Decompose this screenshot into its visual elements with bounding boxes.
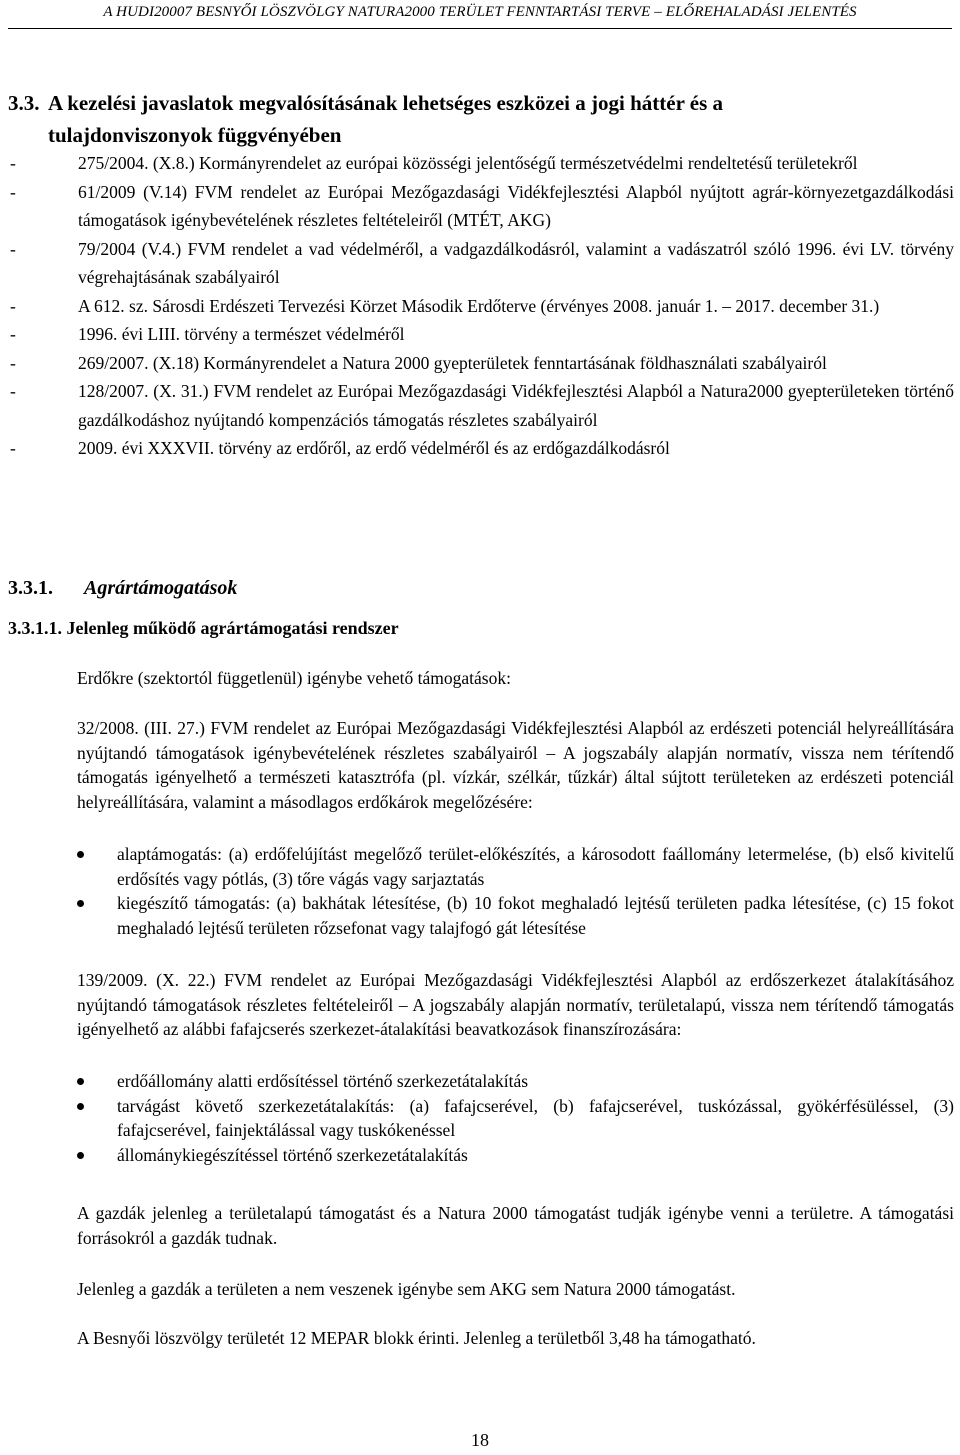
section-title-line1: A kezelési javaslatok megvalósításának lehetséges eszközei a jogi háttér és a (48, 91, 724, 115)
list-item: - 1996. évi LIII. törvény a természet védelméről (8, 320, 954, 349)
dash-marker: - (10, 324, 16, 344)
section-number: 3.3. (8, 91, 40, 115)
bullet-icon (77, 1078, 84, 1085)
list-item: kiegészítő támogatás: (a) bakhátak létesítése, (b) 10 fokot meghaladó lejtésű területen padka létesítése, (c) 15 fokot meghaladó lejtésű területen rőzsefonat vagy talajfogó gát létesítése (77, 891, 954, 940)
list-item: - 2009. évi XXXVII. törvény az erdőről, az erdő védelméről és az erdőgazdálkodásról (8, 434, 954, 463)
section-title-line2: tulajdonviszonyok függvényében (48, 123, 342, 147)
forest-support-intro: Erdőkre (szektortól függetlenül) igénybe vehető támogatások: (77, 668, 511, 688)
list-item: - 61/2009 (V.14) FVM rendelet az Európai Mezőgazdasági Vidékfejlesztési Alapból nyújtott agrár-környezetgazdálkodási támogatások igénybevételének részletes feltételeiről (MTÉT, AKG) (8, 178, 954, 235)
dash-marker: - (10, 381, 16, 401)
legal-basis-list (8, 149, 954, 463)
subsubsection-title: Jelenleg működő agrártámogatási rendszer (66, 618, 399, 638)
subsection-heading (8, 577, 237, 600)
list-item: - 128/2007. (X. 31.) FVM rendelet az Európai Mezőgazdasági Vidékfejlesztési Alapból a Natura2000 gyepterületeken történő gazdálkodáshoz nyújtandó kompenzációs támogatás részletes szabályairól (8, 377, 954, 434)
dash-marker: - (10, 352, 16, 373)
subsubsection-number: 3.3.1.1. (8, 618, 62, 638)
dash-marker: - (10, 238, 16, 259)
dash-marker: - (10, 153, 16, 173)
current-usage-paragraph: Jelenleg a gazdák a területen a nem veszenek igénybe sem AKG sem Natura 2000 támogatást. (77, 1279, 736, 1299)
list-item: alaptámogatás: (a) erdőfelújítást megelőző terület-előkészítés, a károsodott faállomány letermelése, (b) első kivitelű erdősítés vagy pótlás, (3) tőre vágás vagy sarjaztatás (77, 842, 954, 891)
regulation-139-bullets (77, 1069, 954, 1167)
regulation-32-bullets (77, 842, 954, 940)
subsection-number: 3.3.1. (8, 577, 53, 599)
list-item: - 275/2004. (X.8.) Kormányrendelet az európai közösségi jelentőségű természetvédelmi rendeltetésű területekről (8, 149, 954, 178)
list-item: - 269/2007. (X.18) Kormányrendelet a Natura 2000 gyepterületek fenntartásának földhasználati szabályairól (8, 349, 954, 378)
mepar-paragraph: A Besnyői löszvölgy területét 12 MEPAR blokk érinti. Jelenleg a területből 3,48 ha támogatható. (77, 1328, 756, 1348)
section-heading (8, 87, 928, 151)
bullet-icon (77, 1103, 84, 1110)
running-header: A HUDI20007 BESNYŐI LÖSZVÖLGY NATURA2000 TERÜLET FENNTARTÁSI TERVE – ELŐREHALADÁSI JELENTÉS (103, 4, 857, 20)
subsubsection-heading (8, 618, 399, 639)
list-item: állománykiegészítéssel történő szerkezetátalakítás (77, 1143, 954, 1168)
dash-marker: - (10, 181, 16, 202)
subsection-title: Agrártámogatások (84, 577, 238, 599)
header-divider (8, 28, 952, 29)
dash-marker: - (10, 295, 16, 316)
regulation-139-2009-paragraph: 139/2009. (X. 22.) FVM rendelet az Európai Mezőgazdasági Vidékfejlesztési Alapból az erdőszerkezet átalakításához nyújtandó támogatások részletes feltételeiről – A jogszabály alapján normatív, területalapú, vissza nem térítendő támogatás igényelhető az alábbi fafajcserés szerkezet-átalakítási beavatkozások finanszírozására: (77, 970, 954, 1039)
bullet-icon (77, 851, 84, 858)
list-item: tarvágást követő szerkezetátalakítás: (a) fafajcserével, (b) fafajcserével, tuskózással, gyökérfésüléssel, (3) fafajcserével, fainjektálással vagy tuskókenéssel (77, 1094, 954, 1143)
list-item: - 79/2004 (V.4.) FVM rendelet a vad védelméről, a vadgazdálkodásról, valamint a vadászatról szóló 1996. évi LV. törvény végrehajtásának szabályairól (8, 235, 954, 292)
bullet-icon (77, 900, 84, 907)
dash-marker: - (10, 438, 16, 458)
list-item: - A 612. sz. Sárosdi Erdészeti Tervezési Körzet Második Erdőterve (érvényes 2008. január 1. – 2017. december 31.) (8, 292, 954, 321)
bullet-icon (77, 1152, 84, 1159)
regulation-32-2008-paragraph: 32/2008. (III. 27.) FVM rendelet az Európai Mezőgazdasági Vidékfejlesztési Alapból az erdészeti potenciál helyreállítására nyújtandó támogatások igénybevételének részletes szabályairól – A jogszabály alapján normatív, vissza nem térítendő támogatás igényelhető a természeti katasztrófa (pl. vízkár, szélkár, tűzkár) által sújtott területeken az erdészeti potenciál helyreállítására, valamint a másodlagos erdőkárok megelőzésére: (77, 718, 954, 812)
page-number: 18 (471, 1430, 489, 1450)
list-item: erdőállomány alatti erdősítéssel történő szerkezetátalakítás (77, 1069, 954, 1094)
farmers-support-paragraph: A gazdák jelenleg a területalapú támogatást és a Natura 2000 támogatást tudják igénybe venni a területre. A támogatási forrásokról a gazdák tudnak. (77, 1203, 954, 1248)
